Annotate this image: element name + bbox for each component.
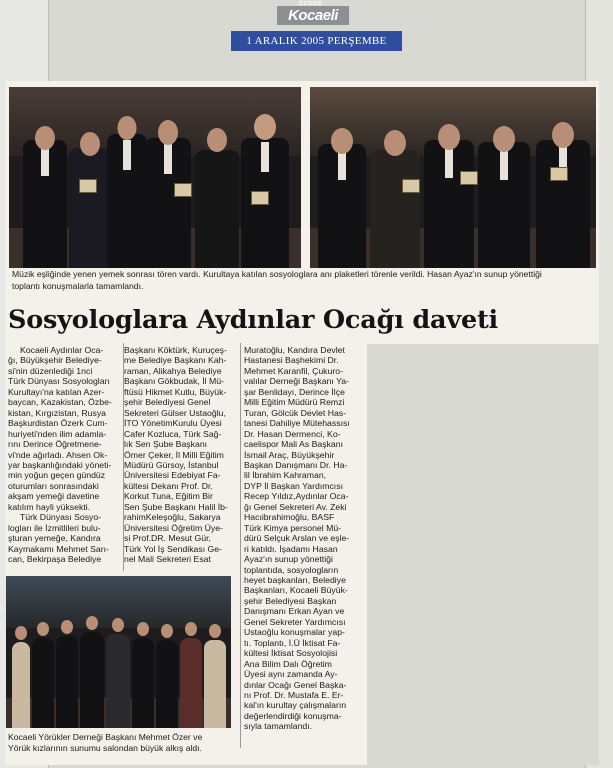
article-line: huriyeti'nden ilim adamla- — [8, 428, 107, 439]
article-line: rını Derince Öğretmene- — [8, 439, 102, 450]
article-line: İsmail Araç, Büyükşehir — [244, 449, 335, 460]
article-line: min yoğun geçen gündüz — [8, 470, 106, 481]
photo-award-ceremony-left — [9, 87, 301, 268]
article-line: Turan, Gölcük Devlet Has- — [244, 407, 347, 418]
article-line: Muratoğlu, Kandıra Devlet — [244, 345, 345, 355]
article-line: ğı Genel Sekreteri Av. Zeki — [244, 501, 347, 512]
article-line: dınlar Ocağı Genel Başka- — [244, 679, 347, 690]
article-line: Üniversitesi Edebiyat Fa- — [124, 470, 221, 481]
article-line: rahimKeleşoğlu, Sakarya — [124, 512, 221, 523]
article-line: toplantıda, sosyologların — [244, 564, 339, 575]
article-line: Mehmet Karanfil, Çukuro- — [244, 365, 343, 376]
photo-yoruk-performance — [6, 576, 231, 728]
article-line: Dr. Hasan Dermenci, Ko- — [244, 428, 341, 439]
article-line: ğı, Büyükşehir Belediye- — [8, 355, 102, 366]
article-line: can, Bekirpaşa Belediye — [8, 554, 102, 565]
article-line: nel Mali Sekreteri Esat — [124, 554, 211, 565]
photo-caption-top: Müzik eşliğinde yenen yemek sonrası tören vardı. Kurultaya katılan sosyologlara anı plaketleri törenle verildi. Hasan Ayaz'ın sunup yönettiği toplantı konuşmalarla tamamlandı. — [12, 269, 542, 291]
article-line: DYP İl Başkan Yardımcısı — [244, 480, 343, 491]
article-line: Sen Şube Başkanı Halil İb- — [124, 501, 228, 512]
article-line: lil İbrahim Kahraman, — [244, 470, 327, 481]
article-line: ri katıldı. İşadamı Hasan — [244, 543, 338, 554]
article-line: Hacıibrahimoğlu, BASF — [244, 512, 335, 523]
article-line: Ustaoğlu konuşmalar yap- — [244, 627, 345, 638]
article-column-1 — [8, 345, 122, 565]
article-line: Başkan Danışmanı Dr. Ha- — [244, 459, 348, 470]
article-line: katılım hayli yüksekti. — [8, 501, 91, 512]
article-line: şehir Belediyesi Genel — [124, 397, 211, 408]
article-line: şturan yemeğe, Kandıra — [8, 533, 101, 544]
article-line: İTO YönetimKurulu Üyesi — [124, 418, 222, 429]
article-line: Ana Bilim Dalı Öğretim — [244, 658, 332, 669]
article-line: Kaymakamı Mehmet Sarı- — [8, 543, 109, 554]
article-line: heyet başkanları, Belediye — [244, 574, 346, 585]
article-line: Milli Eğitim Müdürü Remzi — [244, 397, 345, 408]
article-line: sıyla tamamlandı. — [244, 721, 313, 732]
article-line: oturumları sonrasındaki — [8, 480, 99, 491]
article-line: Cafer Kozluca, Türk Sağ- — [124, 428, 222, 439]
article-line: Üyesi aynı zamanda Ay- — [244, 669, 338, 680]
article-line: Müdürü Gürsoy, İstanbul — [124, 459, 219, 470]
article-column-3 — [244, 345, 364, 732]
article-line: kültesi İktisat Sosyolojisi — [244, 648, 338, 659]
photo-award-ceremony-right — [310, 87, 596, 268]
article-line: Türk Kimya personel Mü- — [244, 522, 342, 533]
article-line: akşam yemeği davetine — [8, 491, 100, 502]
article-line: değerlendirdiği konuşma- — [244, 710, 342, 721]
article-line: dürü Selçuk Arslan ve eşle- — [244, 533, 350, 544]
article-line: vi'nde ağırladı. Ahsen Ok- — [8, 449, 108, 460]
article-line: Genel Sekreter Yardımcısı — [244, 616, 346, 627]
article-line: kal'ın kurultay çalışmaların — [244, 700, 347, 711]
article-line: Ayaz'ın sunup yönettiği — [244, 554, 333, 565]
article-line: si Prof.DR. Mesut Gür, — [124, 533, 211, 544]
article-line: kistan, Kırgızistan, Rusya — [8, 407, 107, 418]
empty-area — [367, 344, 599, 765]
article-line: nı Prof. Dr. Mustafa E. Er- — [244, 689, 344, 700]
article-line: Başkurdistan Özerk Cum- — [8, 418, 108, 429]
article-line: caelispor Mali As Başkanı — [244, 439, 343, 450]
article-line: me Belediye Başkanı Kah- — [124, 355, 227, 366]
article-line: raman, Alikahya Belediye — [124, 365, 222, 376]
article-line: Kocaeli Aydınlar Oca- — [20, 345, 104, 355]
article-line: Korkut Tuna, Eğitim Bir — [124, 491, 213, 502]
article-line: Başkanı Gökbudak, İl Mü- — [124, 376, 224, 387]
photo-caption-bottom: Kocaeli Yörükler Derneği Başkanı Mehmet Özer ve Yörük kızlarının sunumu salondan büyük alkış aldı. — [8, 732, 203, 754]
article-line: Ömer Çeker, İl Milli Eğitim — [124, 449, 224, 460]
article-line: baycan, Kazakistan, Özbe- — [8, 397, 112, 408]
article-line: şehir Belediyesi Başkan — [244, 595, 337, 606]
date-banner: 1 ARALIK 2005 PERŞEMBE — [231, 31, 402, 51]
article-line: si'nin düzenlediği 1nci — [8, 365, 93, 376]
article-line: Kurultayı'na katılan Azer- — [8, 386, 105, 397]
article-column-2 — [124, 345, 240, 565]
article-line: Başkanı Köktürk, Kuruçeş- — [124, 345, 227, 355]
article-line: Sekreteri Gülser Ustaoğlu, — [124, 407, 226, 418]
article-line: lık Sen Şube Başkanı — [124, 439, 208, 450]
article-line: logları ile İzmitlileri bulu- — [8, 522, 101, 533]
article-line: yar başkanlığındaki yöneti- — [8, 459, 112, 470]
article-line: tanesi Dahiliye Mütehassısı — [244, 418, 350, 429]
article-line: Hastanesi Başhekimi Dr. — [244, 355, 339, 366]
article-line: valılar Derneği Başkanı Ya- — [244, 376, 349, 387]
column-rule — [240, 343, 241, 748]
article-line: kültesi Dekanı Prof. Dr. — [124, 480, 213, 491]
article-line: Türk Dünyası Sosyo- — [20, 512, 102, 523]
article-line: şar Benlidayı, Derince İlçe — [244, 386, 345, 397]
article-line: Türk Yol İş Sendikası Ge- — [124, 543, 223, 554]
article-line: Danışmanı Erkan Ayan ve — [244, 606, 345, 617]
article-line: tı. Toplantı, İ.Ü İktisat Fa- — [244, 637, 341, 648]
headline: Sosyologlara Aydınlar Ocağı daveti — [8, 305, 499, 335]
article-line: Üniversitesi Öğretim Üye- — [124, 522, 223, 533]
article-line: Başkanları, Kocaeli Büyük- — [244, 585, 348, 596]
article-line: ftüsü Hikmet Kutlu, Büyük- — [124, 386, 227, 397]
newspaper-logo: ÖZGÜR Kocaeli — [277, 6, 349, 25]
article-line: Recep Yıldız,Aydınlar Oca- — [244, 491, 349, 502]
article-line: Türk Dünyası Sosyologları — [8, 376, 110, 387]
